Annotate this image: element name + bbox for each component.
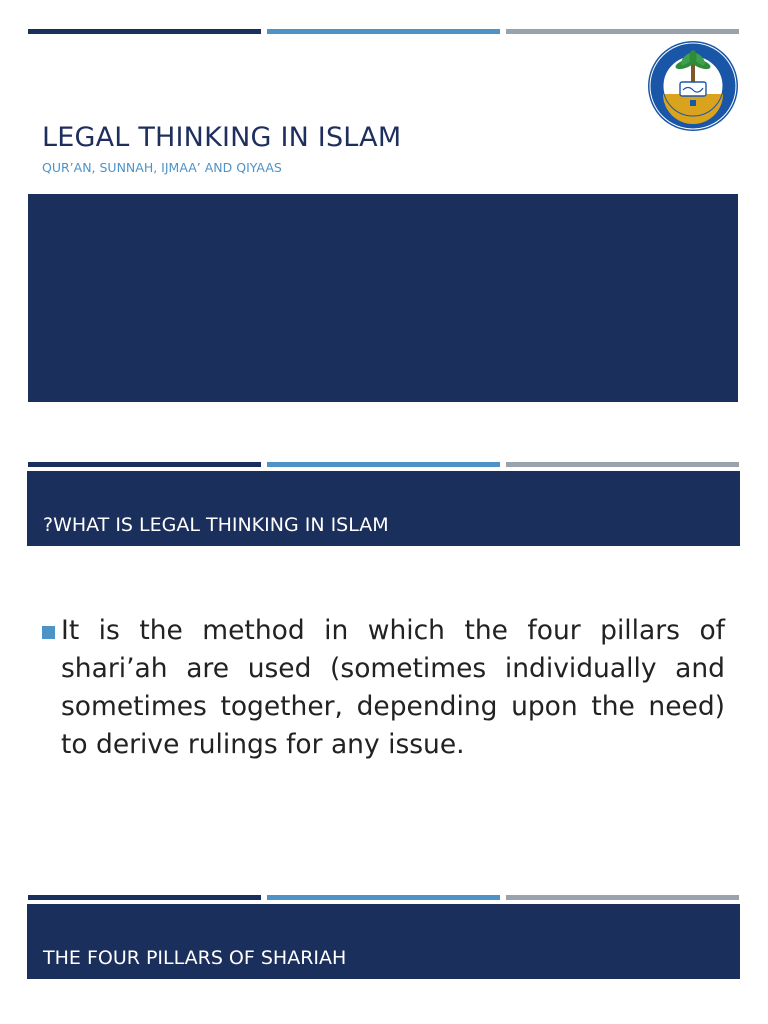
accent-stripe-gray [506, 462, 739, 467]
slide-header-title: THE FOUR PILLARS OF SHARIAH [43, 947, 347, 969]
slide-header-bar [27, 904, 740, 979]
accent-stripe-blue [267, 462, 500, 467]
school-logo [647, 40, 739, 132]
school-crest-palm-icon [647, 40, 739, 132]
square-bullet-icon [42, 626, 55, 639]
accent-stripe-blue [267, 895, 500, 900]
slide-subtitle: QUR’AN, SUNNAH, IJMAA’ AND QIYAAS [42, 160, 282, 175]
bullet-text: It is the method in which the four pillars of shari’ah are used (sometimes individually and sometimes together, depending upon the need) to derive rulings for any issue. [61, 615, 725, 760]
accent-stripe-gray [506, 29, 739, 34]
slide-title: LEGAL THINKING IN ISLAM [42, 122, 402, 153]
accent-stripe-dark [28, 895, 261, 900]
title-background-block [28, 194, 738, 402]
bullet-point [40, 612, 725, 764]
accent-stripe-gray [506, 895, 739, 900]
accent-stripe-dark [28, 29, 261, 34]
slide-header-title: ?WHAT IS LEGAL THINKING IN ISLAM [43, 514, 389, 536]
slide-header-bar [27, 471, 740, 546]
accent-stripe-dark [28, 462, 261, 467]
accent-stripe-blue [267, 29, 500, 34]
